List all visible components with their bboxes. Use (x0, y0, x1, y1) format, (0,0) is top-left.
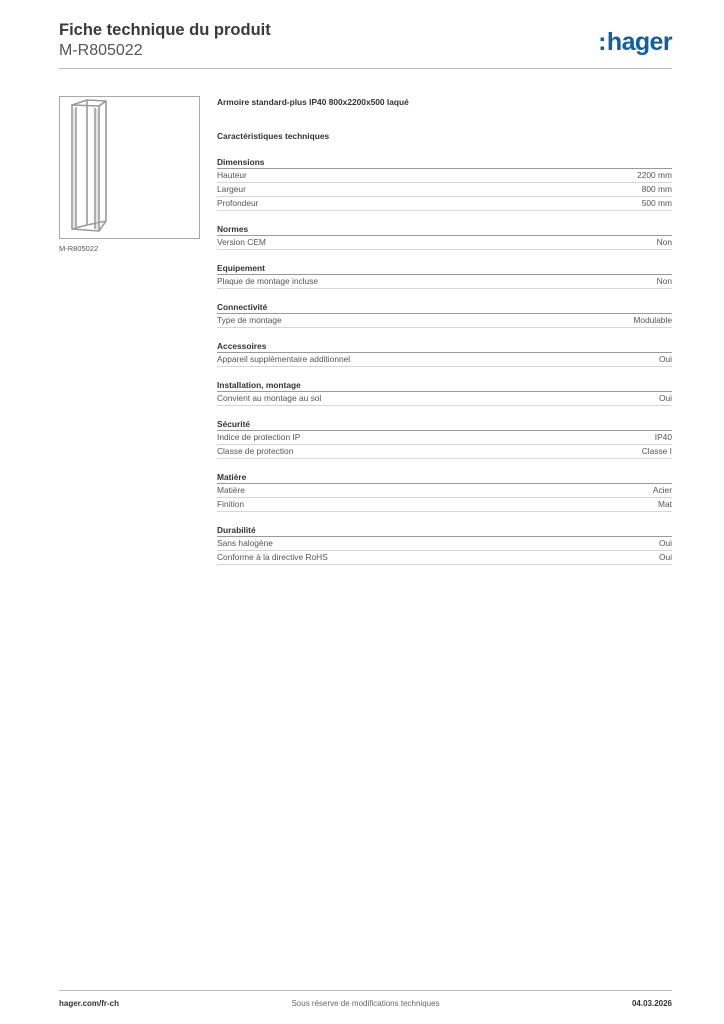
spec-row (217, 392, 672, 406)
spec-row (217, 183, 672, 197)
spec-group-dimensions (217, 156, 672, 211)
row-label: Appareil supplémentaire additionnel (217, 354, 351, 364)
group-title: Durabilité (217, 524, 672, 537)
row-label: Indice de protection IP (217, 432, 301, 442)
spec-group-connectivite (217, 301, 672, 328)
row-value: Oui (658, 354, 672, 364)
spec-group-matiere (217, 471, 672, 512)
spec-row (217, 484, 672, 498)
row-label: Finition (217, 499, 244, 509)
row-label: Plaque de montage incluse (217, 276, 319, 286)
group-title: Equipement (217, 262, 672, 275)
spec-row (217, 236, 672, 250)
logo-colon-icon: : (598, 28, 606, 56)
row-label: Profondeur (217, 198, 259, 208)
row-value: Mat (658, 499, 672, 509)
row-label: Version CEM (217, 237, 266, 247)
product-name: Armoire standard-plus IP40 800x2200x500 laqué (217, 97, 409, 107)
spec-row (217, 445, 672, 459)
cabinet-frame-icon (60, 97, 199, 238)
row-label: Convient au montage au sol (217, 393, 322, 403)
footer-date: 04.03.2026 (631, 999, 672, 1008)
spec-row (217, 551, 672, 565)
product-reference: M-R805022 (59, 42, 143, 59)
group-title: Dimensions (217, 156, 672, 169)
spec-group-accessoires (217, 340, 672, 367)
group-title: Matière (217, 471, 672, 484)
spec-group-normes (217, 223, 672, 250)
row-value: Oui (658, 538, 672, 548)
row-value: Classe I (641, 446, 672, 456)
row-value: IP40 (654, 432, 672, 442)
spec-section (217, 96, 672, 565)
row-value: 2200 mm (637, 170, 672, 180)
row-label: Classe de protection (217, 446, 294, 456)
product-image (59, 96, 200, 239)
spec-row (217, 537, 672, 551)
row-label: Hauteur (217, 170, 247, 180)
spec-row (217, 197, 672, 211)
row-value: Oui (658, 552, 672, 562)
spec-group-securite (217, 418, 672, 459)
spec-row (217, 498, 672, 512)
document-title: Fiche technique du produit (59, 21, 271, 39)
row-value: Acier (652, 485, 672, 495)
spec-group-installation (217, 379, 672, 406)
group-title: Sécurité (217, 418, 672, 431)
footer-divider (59, 990, 672, 991)
group-title: Normes (217, 223, 672, 236)
row-label: Sans halogène (217, 538, 273, 548)
spec-heading: Caractéristiques techniques (217, 131, 330, 141)
row-value: Modulable (633, 315, 672, 325)
spec-row (217, 353, 672, 367)
row-label: Matière (217, 485, 245, 495)
row-label: Conforme à la directive RoHS (217, 552, 328, 562)
spec-group-equipement (217, 262, 672, 289)
row-value: Oui (658, 393, 672, 403)
page-footer (59, 998, 672, 1010)
spec-row (217, 314, 672, 328)
footer-note: Sous réserve de modifications techniques (291, 999, 440, 1008)
logo-text: hager (606, 28, 672, 56)
spec-group-durabilite (217, 524, 672, 565)
page-header (59, 20, 674, 61)
spec-row (217, 275, 672, 289)
spec-row (217, 169, 672, 183)
row-value: Non (656, 276, 672, 286)
row-label: Type de montage (217, 315, 282, 325)
footer-site-link[interactable]: hager.com/fr-ch (59, 999, 120, 1008)
header-divider (59, 68, 672, 69)
image-caption: M-R805022 (59, 244, 99, 253)
group-title: Accessoires (217, 340, 672, 353)
row-value: Non (656, 237, 672, 247)
row-label: Largeur (217, 184, 246, 194)
row-value: 500 mm (641, 198, 672, 208)
group-title: Connectivité (217, 301, 672, 314)
group-title: Installation, montage (217, 379, 672, 392)
row-value: 800 mm (641, 184, 672, 194)
spec-row (217, 431, 672, 445)
hager-logo (598, 28, 672, 57)
